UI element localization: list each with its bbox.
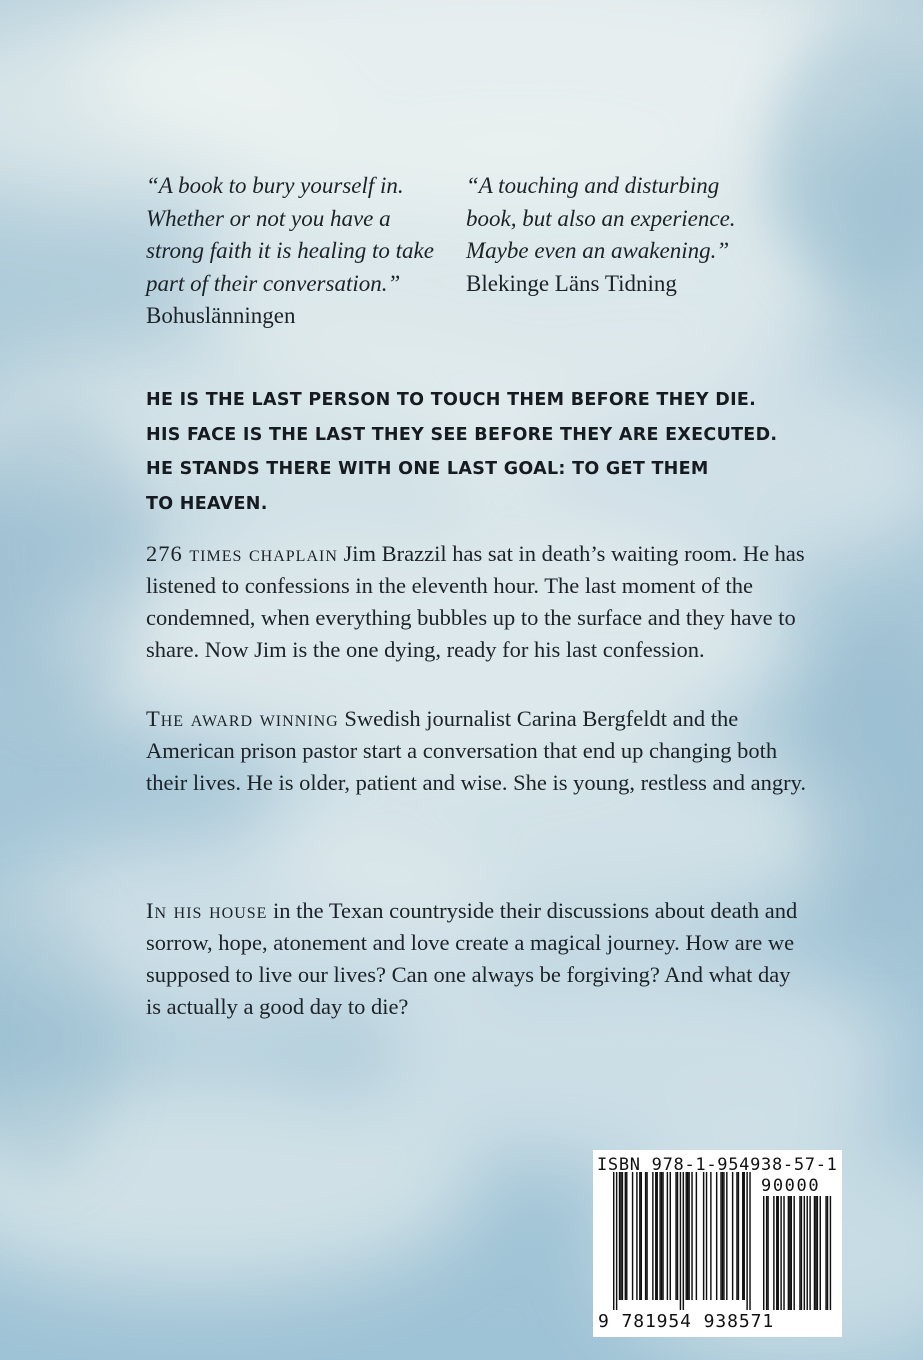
barcode-bar: [722, 1172, 723, 1300]
barcode-bar: [662, 1172, 663, 1300]
addon-bar: [793, 1196, 794, 1310]
barcode-bar: [687, 1172, 688, 1300]
barcode-bar: [619, 1172, 620, 1300]
blurb-paragraph-2: [146, 703, 806, 799]
isbn-number: ISBN 978-1-954938-57-1: [597, 1155, 838, 1175]
barcode-bar: [720, 1172, 721, 1300]
barcode-bar: [626, 1172, 627, 1300]
barcode-bar: [632, 1172, 633, 1300]
addon-bar: [783, 1196, 784, 1310]
blurb-paragraph-3-text: in the Texan countryside their discussions about death and sorrow, hope, atonement and love create a magical journey. How are we supposed to live our lives? Can one always be forgiving? And what day is actually a good day to die?: [146, 898, 798, 1019]
barcode-bar: [636, 1172, 637, 1300]
barcode-bar: [652, 1172, 653, 1300]
addon-bar: [827, 1196, 828, 1310]
barcode-bar: [667, 1172, 668, 1300]
review-quote-1-text: “A book to bury yourself in. Whether or not you have a strong faith it is healing to take part of their conversation.”: [146, 173, 434, 296]
isbn-barcode: [593, 1150, 842, 1337]
barcode-bar: [646, 1172, 647, 1300]
price-addon-digits: 90000: [761, 1176, 821, 1196]
barcode-bar: [732, 1172, 733, 1300]
addon-bar: [809, 1196, 810, 1310]
review-quote-2-text: “A touching and disturbing book, but also an experience. Maybe even an awakening.”: [466, 173, 736, 263]
barcode-bar: [749, 1172, 750, 1310]
barcode-bar: [683, 1172, 684, 1310]
blurb-paragraph-2-lead: The award winning: [146, 706, 339, 731]
barcode-bar: [726, 1172, 727, 1300]
barcode-bar: [736, 1172, 737, 1300]
barcode-bar: [742, 1172, 743, 1300]
barcode-bar: [703, 1172, 704, 1300]
barcode-bar: [688, 1172, 689, 1300]
addon-bar: [804, 1196, 805, 1310]
barcode-bar: [706, 1172, 707, 1300]
review-quote-1: [146, 170, 446, 333]
review-quote-2: [466, 170, 766, 300]
addon-bar: [791, 1196, 792, 1310]
blurb-paragraph-1-lead: 276 times chaplain: [146, 541, 338, 566]
barcode-bar: [723, 1172, 724, 1300]
barcode-bar: [645, 1172, 646, 1300]
blurb-paragraph-3-lead: In his house: [146, 898, 268, 923]
addon-bar: [776, 1196, 777, 1310]
addon-bar: [788, 1196, 789, 1310]
barcode-bar: [625, 1172, 626, 1300]
barcode-bar: [657, 1172, 658, 1300]
addon-bar: [799, 1196, 800, 1310]
barcode-bar: [670, 1172, 671, 1300]
barcode-bar: [659, 1172, 660, 1300]
barcode-bar: [677, 1172, 678, 1300]
blurb-paragraph-1: [146, 538, 806, 666]
barcode-bar: [613, 1172, 614, 1310]
barcode-bar: [744, 1172, 745, 1300]
headline-line-2: HIS FACE IS THE LAST THEY SEE BEFORE THEY ARE EXECUTED.: [146, 424, 778, 445]
addon-bar: [778, 1196, 779, 1310]
addon-bar: [817, 1196, 818, 1310]
headline-line-4: TO HEAVEN.: [146, 493, 268, 514]
barcode-bar: [680, 1172, 681, 1310]
addon-bar: [820, 1196, 821, 1310]
addon-bar: [801, 1196, 802, 1310]
blurb-paragraph-3: [146, 895, 806, 1023]
addon-bar: [815, 1196, 816, 1310]
addon-bar: [789, 1196, 790, 1310]
barcode-bar: [716, 1172, 717, 1300]
barcode-bar: [691, 1172, 692, 1300]
blurb-paragraph-1-text: Jim Brazzil has sat in death’s waiting room. He has listened to confessions in the eleventh hour. The last moment of the condemned, when everything bubbles up to the surface and they have to share. Now Jim is the one dying, ready for his last confession.: [146, 541, 805, 662]
headline-line-3: HE STANDS THERE WITH ONE LAST GOAL: TO GET THEM: [146, 459, 709, 479]
barcode-bar: [639, 1172, 640, 1300]
addon-bar: [766, 1196, 767, 1310]
barcode-bar: [661, 1172, 662, 1300]
addon-bar: [763, 1196, 764, 1310]
barcode-bar: [746, 1172, 747, 1310]
barcode-bar: [655, 1172, 656, 1300]
addon-bar: [830, 1196, 831, 1310]
barcode-bar: [641, 1172, 642, 1300]
review-quote-2-source: Blekinge Läns Tidning: [466, 270, 677, 296]
barcode-bar: [710, 1172, 711, 1300]
barcode-bar: [738, 1172, 739, 1300]
barcode-bar: [622, 1172, 623, 1300]
ean-digits: 9 781954 938571: [598, 1311, 775, 1332]
barcode-bar: [675, 1172, 676, 1300]
headline-line-1: HE IS THE LAST PERSON TO TOUCH THEM BEFORE THEY DIE.: [146, 390, 757, 410]
barcode-bar: [696, 1172, 697, 1300]
addon-bar: [773, 1196, 774, 1310]
barcode-bar: [616, 1172, 617, 1310]
addon-bar: [825, 1196, 826, 1310]
addon-bar: [814, 1196, 815, 1310]
blurb-paragraph-2-text: Swedish journalist Carina Bergfeldt and the American prison pastor start a conversation that end up changing both their lives. He is older, patient and wise. She is young, restless and angry.: [146, 706, 807, 795]
addon-bar: [807, 1196, 808, 1310]
barcode-bar: [686, 1172, 687, 1300]
addon-bar: [767, 1196, 768, 1310]
review-quote-1-source: Bohuslänningen: [146, 303, 296, 328]
addon-bar: [780, 1196, 781, 1310]
barcode-bar: [620, 1172, 621, 1300]
headline-blurb: [146, 383, 786, 521]
